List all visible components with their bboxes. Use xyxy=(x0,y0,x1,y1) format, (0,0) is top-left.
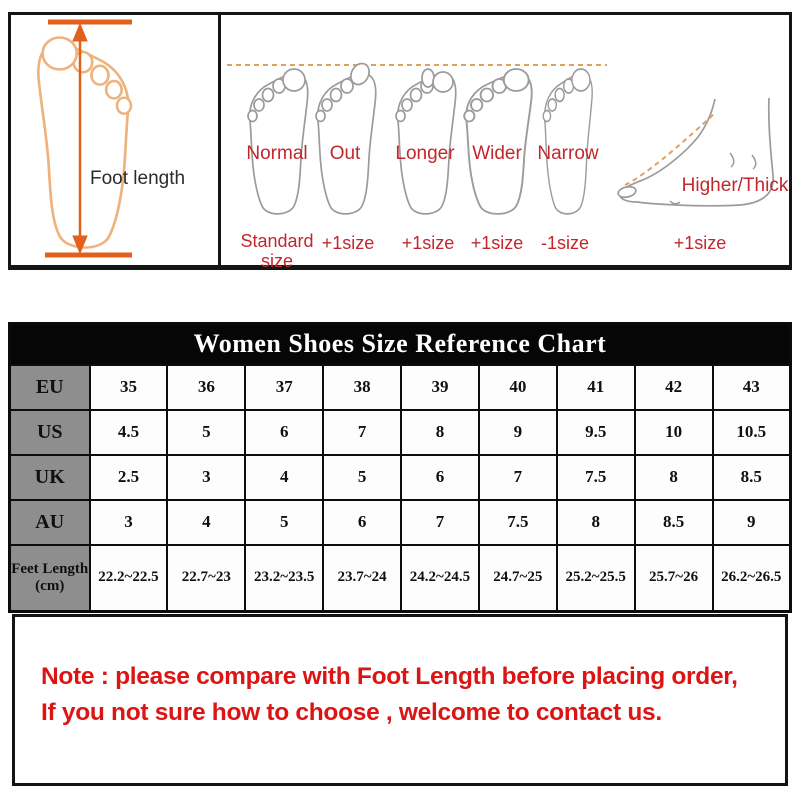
table-row-au xyxy=(10,500,791,545)
size-cell: 37 xyxy=(245,365,323,410)
table-title-row xyxy=(10,324,791,365)
fit-label-out: Out xyxy=(329,143,361,164)
foot-outline-icon xyxy=(38,38,131,248)
size-cell: 24.7~25 xyxy=(479,545,557,612)
table-row-us xyxy=(10,410,791,455)
note-line-2: If you not sure how to choose , welcome to contact us. xyxy=(41,699,662,726)
size-cell: 8 xyxy=(401,410,479,455)
foot-length-label: Foot length xyxy=(90,168,186,189)
fit-label-higher-thick: Higher/Thick xyxy=(681,175,789,196)
fit-label-normal: Normal xyxy=(246,143,308,164)
size-advice-narrow: -1size xyxy=(540,233,590,253)
foot-length-panel xyxy=(11,15,221,265)
size-cell: 2.5 xyxy=(90,455,168,500)
size-cell: 10.5 xyxy=(713,410,791,455)
table-row-feet-length xyxy=(10,545,791,612)
size-cell: 23.2~23.5 xyxy=(245,545,323,612)
size-cell: 7.5 xyxy=(479,500,557,545)
size-cell: 4.5 xyxy=(90,410,168,455)
size-cell: 22.2~22.5 xyxy=(90,545,168,612)
size-cell: 26.2~26.5 xyxy=(713,545,791,612)
size-cell: 3 xyxy=(90,500,168,545)
size-reference-table xyxy=(8,322,792,613)
size-cell: 7 xyxy=(401,500,479,545)
size-cell: 8.5 xyxy=(713,455,791,500)
size-cell: 8.5 xyxy=(635,500,713,545)
size-cell: 3 xyxy=(167,455,245,500)
fit-label-longer: Longer xyxy=(395,143,455,164)
size-cell: 6 xyxy=(323,500,401,545)
size-cell: 36 xyxy=(167,365,245,410)
size-cell: 9.5 xyxy=(557,410,635,455)
size-advice-wider: +1size xyxy=(470,233,524,253)
foot-wider-icon xyxy=(464,69,531,214)
size-cell: 42 xyxy=(635,365,713,410)
fit-guide-illustration xyxy=(221,15,789,267)
row-label-au: AU xyxy=(10,500,90,545)
row-label-feet-length: Feet Length (cm) xyxy=(10,545,90,612)
size-advice-higher: +1size xyxy=(673,233,727,253)
foot-narrow-icon xyxy=(543,69,592,214)
fit-guide-panel xyxy=(221,15,789,271)
size-cell: 7.5 xyxy=(557,455,635,500)
note-box xyxy=(12,614,788,786)
size-advice-standard: Standard size xyxy=(240,231,314,271)
size-cell: 35 xyxy=(90,365,168,410)
row-label-us: US xyxy=(10,410,90,455)
size-cell: 10 xyxy=(635,410,713,455)
size-cell: 25.7~26 xyxy=(635,545,713,612)
table-row-eu xyxy=(10,365,791,410)
size-cell: 5 xyxy=(245,500,323,545)
size-cell: 23.7~24 xyxy=(323,545,401,612)
size-cell: 43 xyxy=(713,365,791,410)
size-cell: 4 xyxy=(245,455,323,500)
row-label-eu: EU xyxy=(10,365,90,410)
fit-guide-box xyxy=(8,12,792,270)
size-cell: 6 xyxy=(245,410,323,455)
size-cell: 38 xyxy=(323,365,401,410)
size-cell: 25.2~25.5 xyxy=(557,545,635,612)
note-line-1: Note : please compare with Foot Length before placing order, xyxy=(41,663,738,690)
size-cell: 7 xyxy=(479,455,557,500)
size-cell: 40 xyxy=(479,365,557,410)
size-cell: 8 xyxy=(557,500,635,545)
size-cell: 7 xyxy=(323,410,401,455)
size-table-title: Women Shoes Size Reference Chart xyxy=(10,324,791,365)
size-cell: 39 xyxy=(401,365,479,410)
foot-longer-icon xyxy=(396,69,456,214)
size-cell: 8 xyxy=(635,455,713,500)
size-cell: 41 xyxy=(557,365,635,410)
size-cell: 4 xyxy=(167,500,245,545)
size-cell: 22.7~23 xyxy=(167,545,245,612)
size-advice-out: +1size xyxy=(321,233,375,253)
row-label-uk: UK xyxy=(10,455,90,500)
size-cell: 5 xyxy=(323,455,401,500)
size-advice-longer: +1size xyxy=(401,233,455,253)
fit-label-wider: Wider xyxy=(472,143,522,164)
foot-out-icon xyxy=(316,60,376,214)
size-cell: 9 xyxy=(713,500,791,545)
foot-measure-illustration xyxy=(11,15,215,265)
size-cell: 9 xyxy=(479,410,557,455)
size-cell: 5 xyxy=(167,410,245,455)
fit-label-narrow: Narrow xyxy=(537,143,599,164)
size-cell: 24.2~24.5 xyxy=(401,545,479,612)
size-cell: 6 xyxy=(401,455,479,500)
table-row-uk xyxy=(10,455,791,500)
foot-normal-icon xyxy=(248,69,308,214)
